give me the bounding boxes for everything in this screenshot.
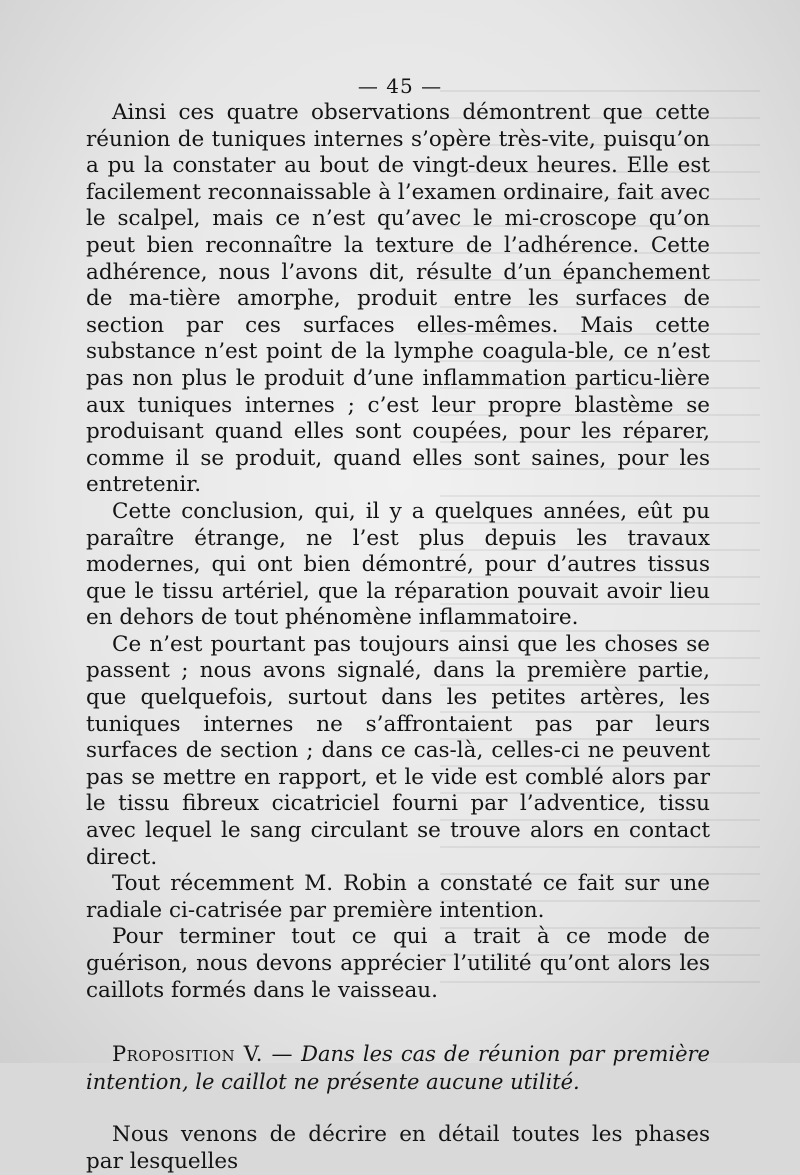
paragraph-1: Ainsi ces quatre observations démontrent que cette réunion de tuniques internes s’opère très-vite, puisqu’on a pu la constater au bout de vingt-deux heures. Elle est facilement reconnaissable à l’examen ordinaire, fait avec le scalpel, mais ce n’est qu’avec le mi-croscope qu’on peut bien reconnaître la texture de l’adhérence. Cette adhérence, nous l’avons dit, résulte d’un épanchement de ma-tière amorphe, produit entre les surfaces de section par ces surfaces elles-mêmes. Mais cette substance n’est point de la lymphe coagula-ble, ce n’est pas non plus le produit d’une inflammation particu-lière aux tuniques internes ; c’est leur propre blastème se produisant quand elles sont coupées, pour les réparer, comme il se produit, quand elles sont saines, pour les entretenir. xyxy=(86,100,710,498)
paragraph-4: Tout récemment M. Robin a constaté ce fait sur une radiale ci-catrisée par première intention. xyxy=(86,871,710,923)
page-number: — 45 — xyxy=(357,74,443,98)
page-body xyxy=(86,100,710,1175)
paragraph-5: Pour terminer tout ce qui a trait à ce mode de guérison, nous devons apprécier l’utilité qu’ont alors les caillots formés dans le vaisseau. xyxy=(86,924,710,1003)
paragraph-2: Cette conclusion, qui, il y a quelques années, eût pu paraître étrange, ne l’est plus depuis les travaux modernes, qui ont bien démontré, pour d’autres tissus que le tissu artériel, que la réparation pouvait avoir lieu en dehors de tout phénomène inflammatoire. xyxy=(86,498,710,631)
paragraph-6: Nous venons de décrire en détail toutes les phases par lesquelles xyxy=(86,1122,710,1174)
paragraph-3: Ce n’est pourtant pas toujours ainsi que les choses se passent ; nous avons signalé, dans la première partie, que quelquefois, surtout dans les petites artères, les tuniques internes ne s’affrontaient pas par leurs surfaces de section ; dans ce cas-là, celles-ci ne peuvent pas se mettre en rapport, et le vide est comblé alors par le tissu fibreux cicatriciel fourni par l’adventice, tissu avec lequel le sang circulant se trouve alors en contact direct. xyxy=(86,631,710,870)
proposition-heading xyxy=(86,1040,710,1096)
proposition-label: Proposition V. — xyxy=(112,1042,294,1067)
proposition-text: Dans les cas de réunion par première intention, le caillot ne présente aucune utilité. xyxy=(86,1042,710,1095)
